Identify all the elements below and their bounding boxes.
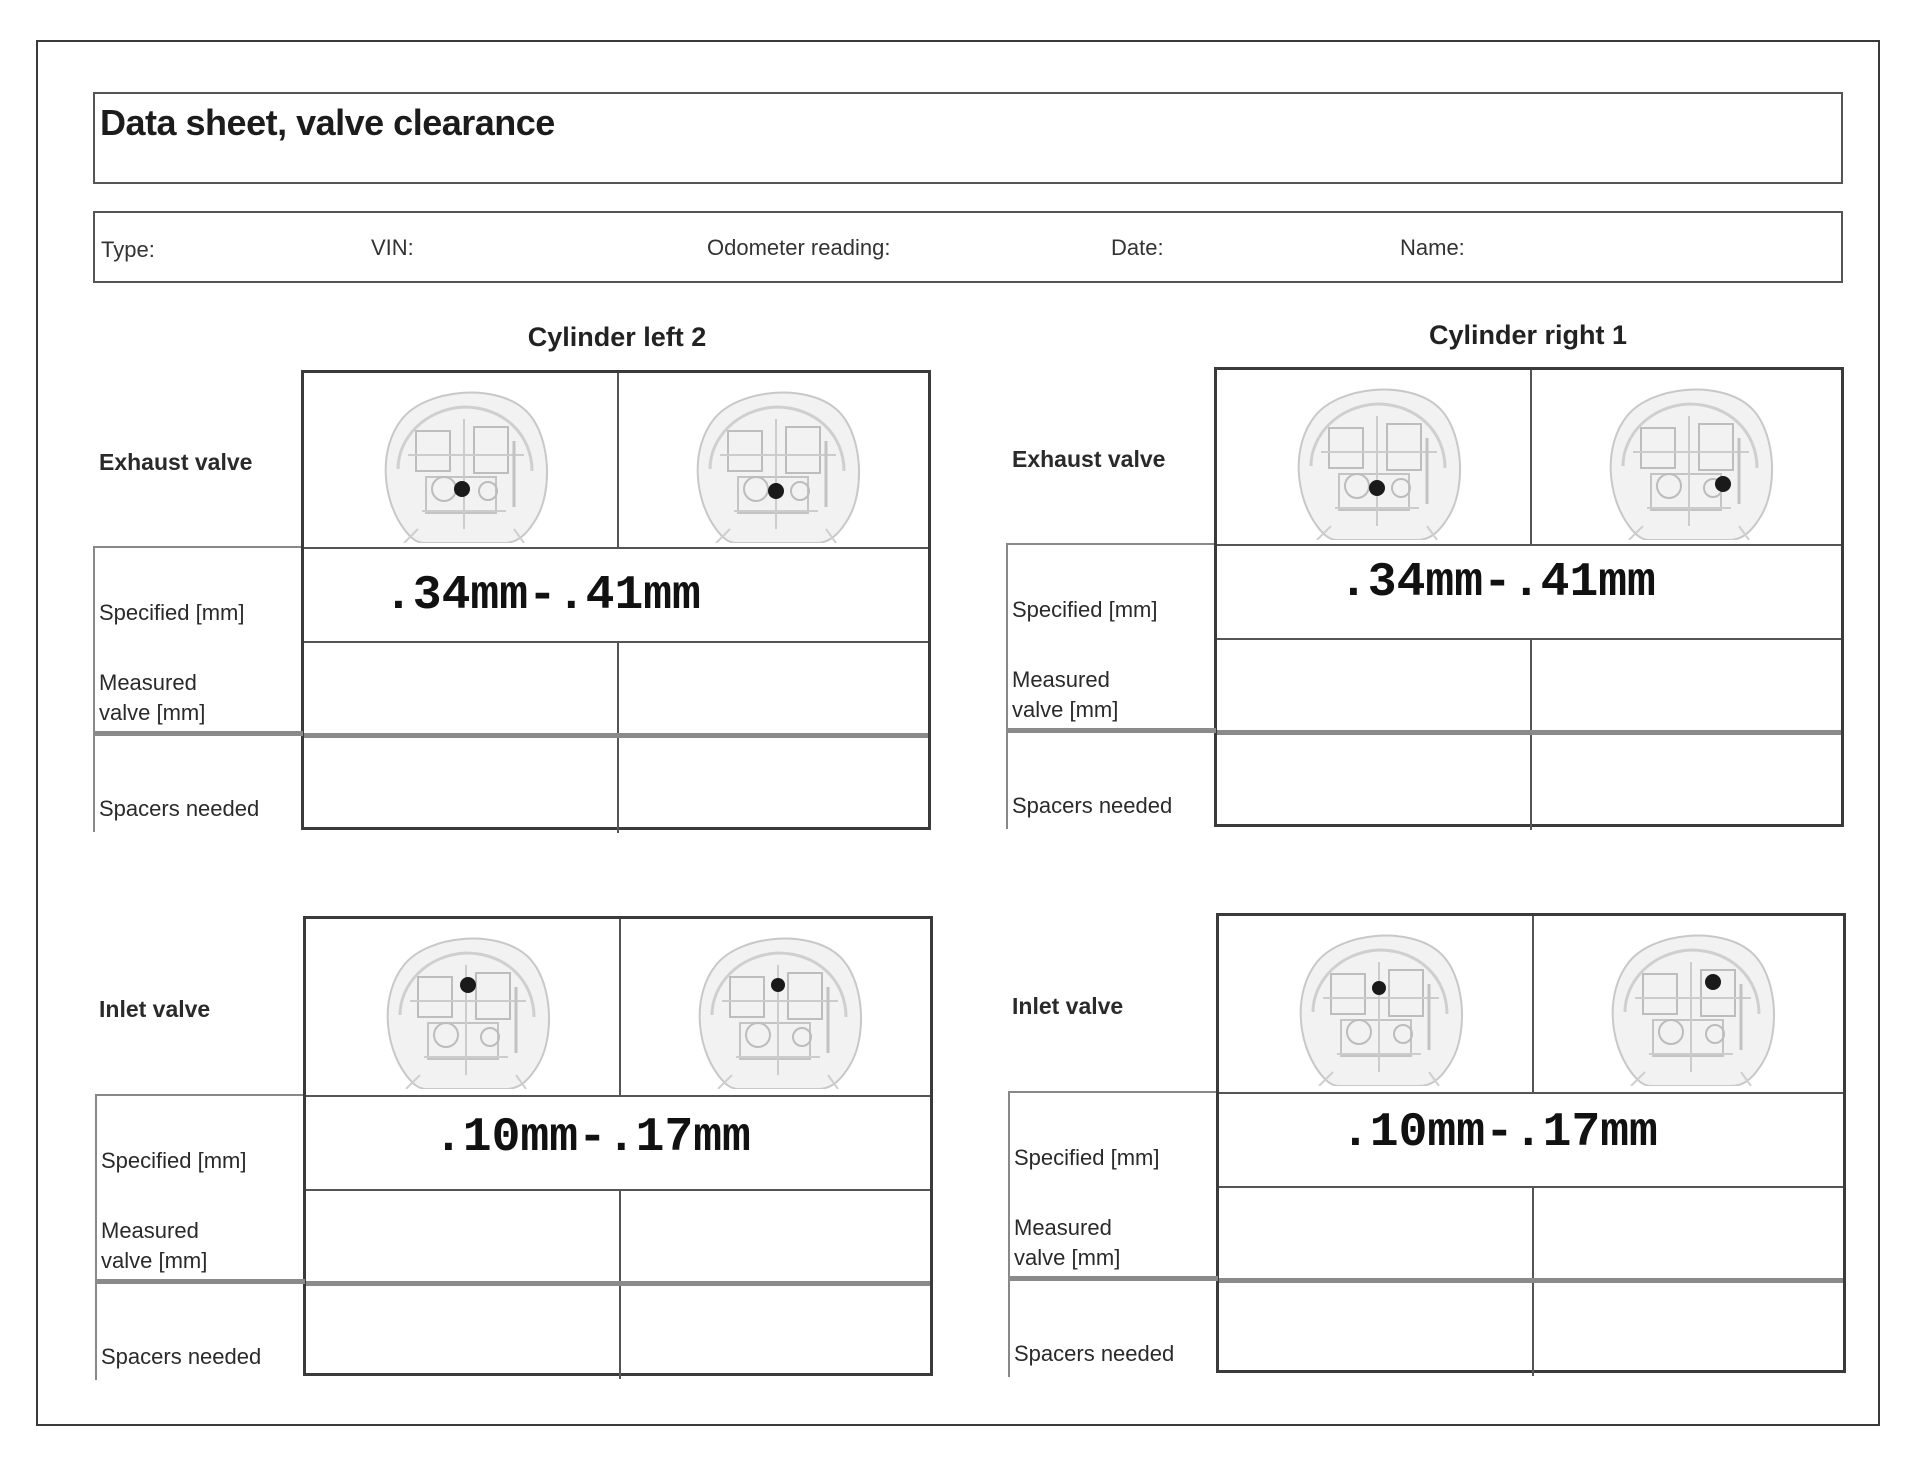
measured-label: Measured valve [mm]: [1012, 667, 1119, 722]
inlet-block-left: [95, 916, 935, 1376]
exhaust-table-left: [301, 370, 931, 830]
spacers-label: Spacers needed: [1014, 1341, 1175, 1366]
inlet-table-left: [303, 916, 933, 1376]
faded-subtitle: [109, 154, 114, 175]
cylinder-head-diagram-icon: [1277, 376, 1477, 540]
specified-label: Specified [mm]: [101, 1148, 247, 1173]
specified-label: Specified [mm]: [1014, 1145, 1160, 1170]
exhaust-block-right: [1006, 367, 1846, 827]
exhaust-table-right: [1214, 367, 1844, 827]
cylinder-head-diagram-icon: [676, 379, 876, 543]
page-title: Data sheet, valve clearance: [100, 102, 555, 143]
cylinder-right-title: Cylinder right 1: [1428, 320, 1628, 350]
specified-label: Specified [mm]: [1012, 597, 1158, 622]
vehicle-info-box: [93, 211, 1843, 283]
exhaust-block-left: [93, 370, 933, 830]
faded-watermark: [1620, 1378, 1628, 1412]
spacers-label: Spacers needed: [101, 1344, 262, 1369]
inlet-valve-label: Inlet valve: [1012, 993, 1124, 1019]
cylinder-head-diagram-icon: [1279, 922, 1479, 1086]
cylinder-head-diagram-icon: [678, 925, 878, 1089]
vin-field: VIN:: [371, 235, 414, 260]
exhaust-valve-label: Exhaust valve: [1012, 446, 1166, 472]
name-field: Name:: [1400, 235, 1465, 260]
cylinder-head-diagram-icon: [366, 925, 566, 1089]
specified-label: Specified [mm]: [99, 600, 245, 625]
title-box: [93, 92, 1843, 184]
inlet-valve-label: Inlet valve: [99, 996, 211, 1022]
cylinder-head-diagram-icon: [1591, 922, 1791, 1086]
type-field: Type:: [101, 237, 155, 262]
spacers-label: Spacers needed: [99, 796, 260, 821]
specified-value: .34mm-.41mm: [1339, 556, 1656, 610]
odometer-field: Odometer reading:: [707, 235, 891, 260]
spacers-label: Spacers needed: [1012, 793, 1173, 818]
cylinder-head-diagram-icon: [364, 379, 564, 543]
inlet-table-right: [1216, 913, 1846, 1373]
measured-label: Measured valve [mm]: [101, 1218, 208, 1273]
date-field: Date:: [1111, 235, 1164, 260]
specified-value: .10mm-.17mm: [1341, 1106, 1658, 1160]
exhaust-valve-label: Exhaust valve: [99, 449, 253, 475]
cylinder-head-diagram-icon: [1589, 376, 1789, 540]
specified-value: .10mm-.17mm: [434, 1111, 751, 1165]
cylinder-left-title: Cylinder left 2: [527, 322, 707, 352]
measured-label: Measured valve [mm]: [99, 670, 206, 725]
inlet-block-right: [1008, 913, 1848, 1373]
measured-label: Measured valve [mm]: [1014, 1215, 1121, 1270]
specified-value: .34mm-.41mm: [384, 569, 701, 623]
